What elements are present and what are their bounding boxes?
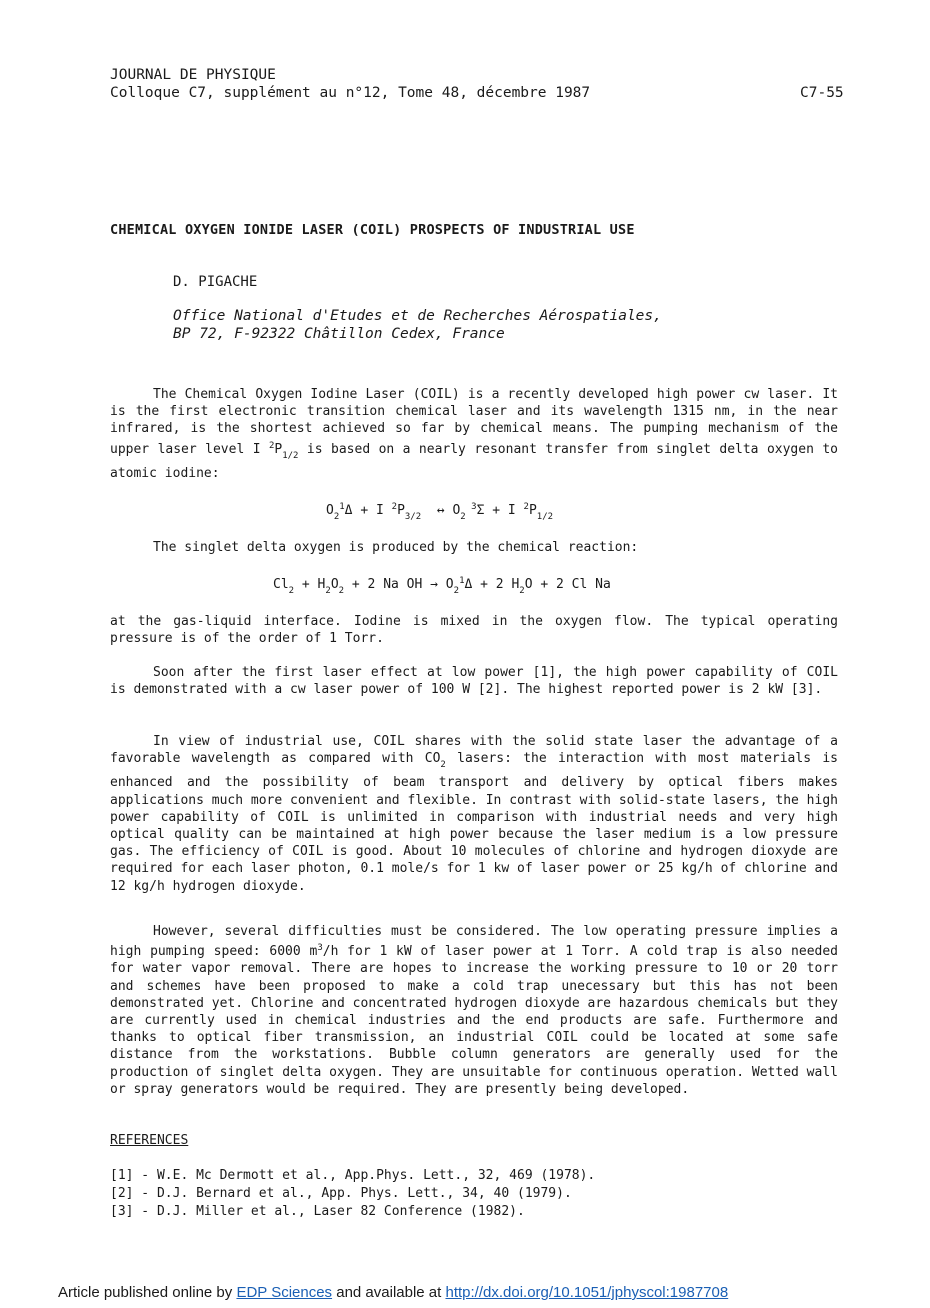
journal-name: JOURNAL DE PHYSIQUE (110, 67, 276, 83)
eq2-sup: 1 (459, 576, 465, 586)
reference-item: [2] - D.J. Bernard et al., App. Phys. Lett., 34, 40 (1979). (110, 1186, 572, 1201)
journal-issue: Colloque C7, supplément au n°12, Tome 48, décembre 1987 (110, 85, 591, 101)
eq1-part: P (528, 503, 537, 518)
affiliation-line-1: Office National d'Etudes et de Recherches Aérospatiales, (173, 308, 662, 324)
equation-transfer (326, 502, 553, 522)
publication-footer (58, 1284, 728, 1301)
eq1-part: Σ + I (476, 503, 524, 518)
footer-middle: and available at (332, 1284, 446, 1301)
paragraph-difficulties (110, 923, 838, 1098)
author-name: D. PIGACHE (173, 274, 258, 290)
interface-text: at the gas-liquid interface. Iodine is mixed in the oxygen flow. The typical operating pressure is of the order of 1 Torr. (110, 614, 838, 647)
eq1-sup: 2 (391, 502, 398, 512)
eq1-sub: 3/2 (404, 512, 422, 522)
paragraph-reaction-intro (110, 539, 838, 556)
paragraph-interface (110, 613, 838, 647)
eq2-part: O + 2 Cl Na (524, 577, 611, 592)
reference-item: [3] - D.J. Miller et al., Laser 82 Conference (1982). (110, 1204, 525, 1219)
industrial-text-a: In view of industrial use, COIL shares with the solid state laser the advantage of a favorable wavelength as compared with CO (110, 734, 838, 767)
industrial-text-b: lasers: the interaction with most materials is enhanced and the possibility of beam transport and delivery by optical fibers makes applications much more convenient and flexible. In contrast with solid-state lasers, the high power capability of COIL is unlimited in comparison with industrial needs and very high optical quality can be maintained at high power because the laser medium is a low pressure gas. The efficiency of COIL is good. About 10 molecules of chlorine and hydrogen dioxyde are required for each laser photon, 0.1 mole/s for 1 kw of laser power or 25 kg/h of chlorine and 12 kg/h hydrogen dioxyde. (110, 751, 838, 894)
eq1-sup: 1 (339, 502, 345, 512)
eq1-sub: 1/2 (536, 512, 554, 522)
eq2-sub: 2 (288, 586, 295, 596)
eq1-sup: 3 (465, 502, 477, 512)
eq1-part: Δ + I (344, 503, 392, 518)
journal-header (110, 66, 844, 102)
page-code: C7-55 (800, 85, 844, 101)
author-affiliation (173, 307, 662, 343)
difficulties-sup: 3 (317, 943, 323, 954)
publisher-link[interactable]: EDP Sciences (236, 1284, 333, 1301)
history-text: Soon after the first laser effect at low power [1], the high power capability of COIL is demonstrated with a cw laser power of 100 W [2]. The highest reported power is 2 kW [3]. (110, 665, 838, 698)
eq2-sub: 2 (325, 586, 331, 596)
paragraph-intro (110, 386, 838, 482)
industrial-sub: 2 (440, 760, 446, 771)
reference-item: [1] - W.E. Mc Dermott et al., App.Phys. Lett., 32, 469 (1978). (110, 1168, 596, 1183)
affiliation-line-2: BP 72, F-92322 Châtillon Cedex, France (173, 326, 505, 342)
footer-prefix: Article published online by (58, 1284, 237, 1301)
difficulties-text-a: However, several difficulties must be considered. The low operating pressure implies a high pumping speed: 6000 m (110, 924, 838, 960)
paragraph-history (110, 664, 838, 698)
eq2-part: + 2 Na OH → O (344, 577, 454, 592)
references-heading: REFERENCES (110, 1133, 189, 1148)
paragraph-industrial (110, 733, 838, 895)
eq2-part: + H (294, 577, 326, 592)
eq2-sub: 2 (453, 586, 460, 596)
intro-sup: 2 (268, 440, 275, 451)
intro-sub: 1/2 (282, 450, 299, 461)
intro-text-b: is based on a nearly resonant transfer from singlet delta oxygen to atomic iodine: (110, 441, 838, 481)
intro-p: P (274, 441, 283, 457)
eq2-sub: 2 (338, 586, 345, 596)
eq2-part: Δ + 2 H (464, 577, 520, 592)
eq2-part: Cl (273, 577, 289, 592)
intro-text-a: The Chemical Oxygen Iodine Laser (COIL) is a recently developed high power cw laser. It is the first electronic transition chemical laser and its wavelength 1315 nm, in the near infrared, is the shortest achieved so far by chemical means. The pumping mechanism of the upper laser level I (110, 387, 838, 457)
references-list (110, 1167, 595, 1221)
reaction-intro-text: The singlet delta oxygen is produced by the chemical reaction: (153, 540, 639, 555)
eq1-part: O (326, 503, 334, 518)
eq1-sub: 2 (460, 512, 466, 522)
eq1-sup: 2 (523, 502, 529, 512)
eq2-part: O (330, 577, 339, 592)
eq1-sub: 2 (333, 512, 340, 522)
equation-reaction (273, 576, 611, 596)
doi-link[interactable]: http://dx.doi.org/10.1051/jphyscol:1987708 (445, 1284, 729, 1301)
eq2-sub: 2 (519, 586, 525, 596)
paper-title: CHEMICAL OXYGEN IONIDE LASER (COIL) PROSPECTS OF INDUSTRIAL USE (110, 222, 635, 238)
difficulties-text-b: /h for 1 kW of laser power at 1 Torr. A cold trap is also needed for water vapor removal. There are hopes to increase the working pressure to 10 or 20 torr and schemes have been proposed to make a cold trap unecessary but this has not been demonstrated yet. Chlorine and concentrated hydrogen dioxyde are hazardous chemicals but they are currently used in chemical industries and the end products are safe. Furthermore and thanks to optical fiber transmission, an industrial COIL could be located at some safe distance from the workstations. Bubble column generators are generally used for the production of singlet delta oxygen. They are unsuitable for continuous operation. Wetted wall or spray generators would be required. They are presently being developed. (110, 944, 839, 1097)
eq1-part: ↔ O (421, 503, 461, 518)
eq1-part: P (397, 503, 405, 518)
